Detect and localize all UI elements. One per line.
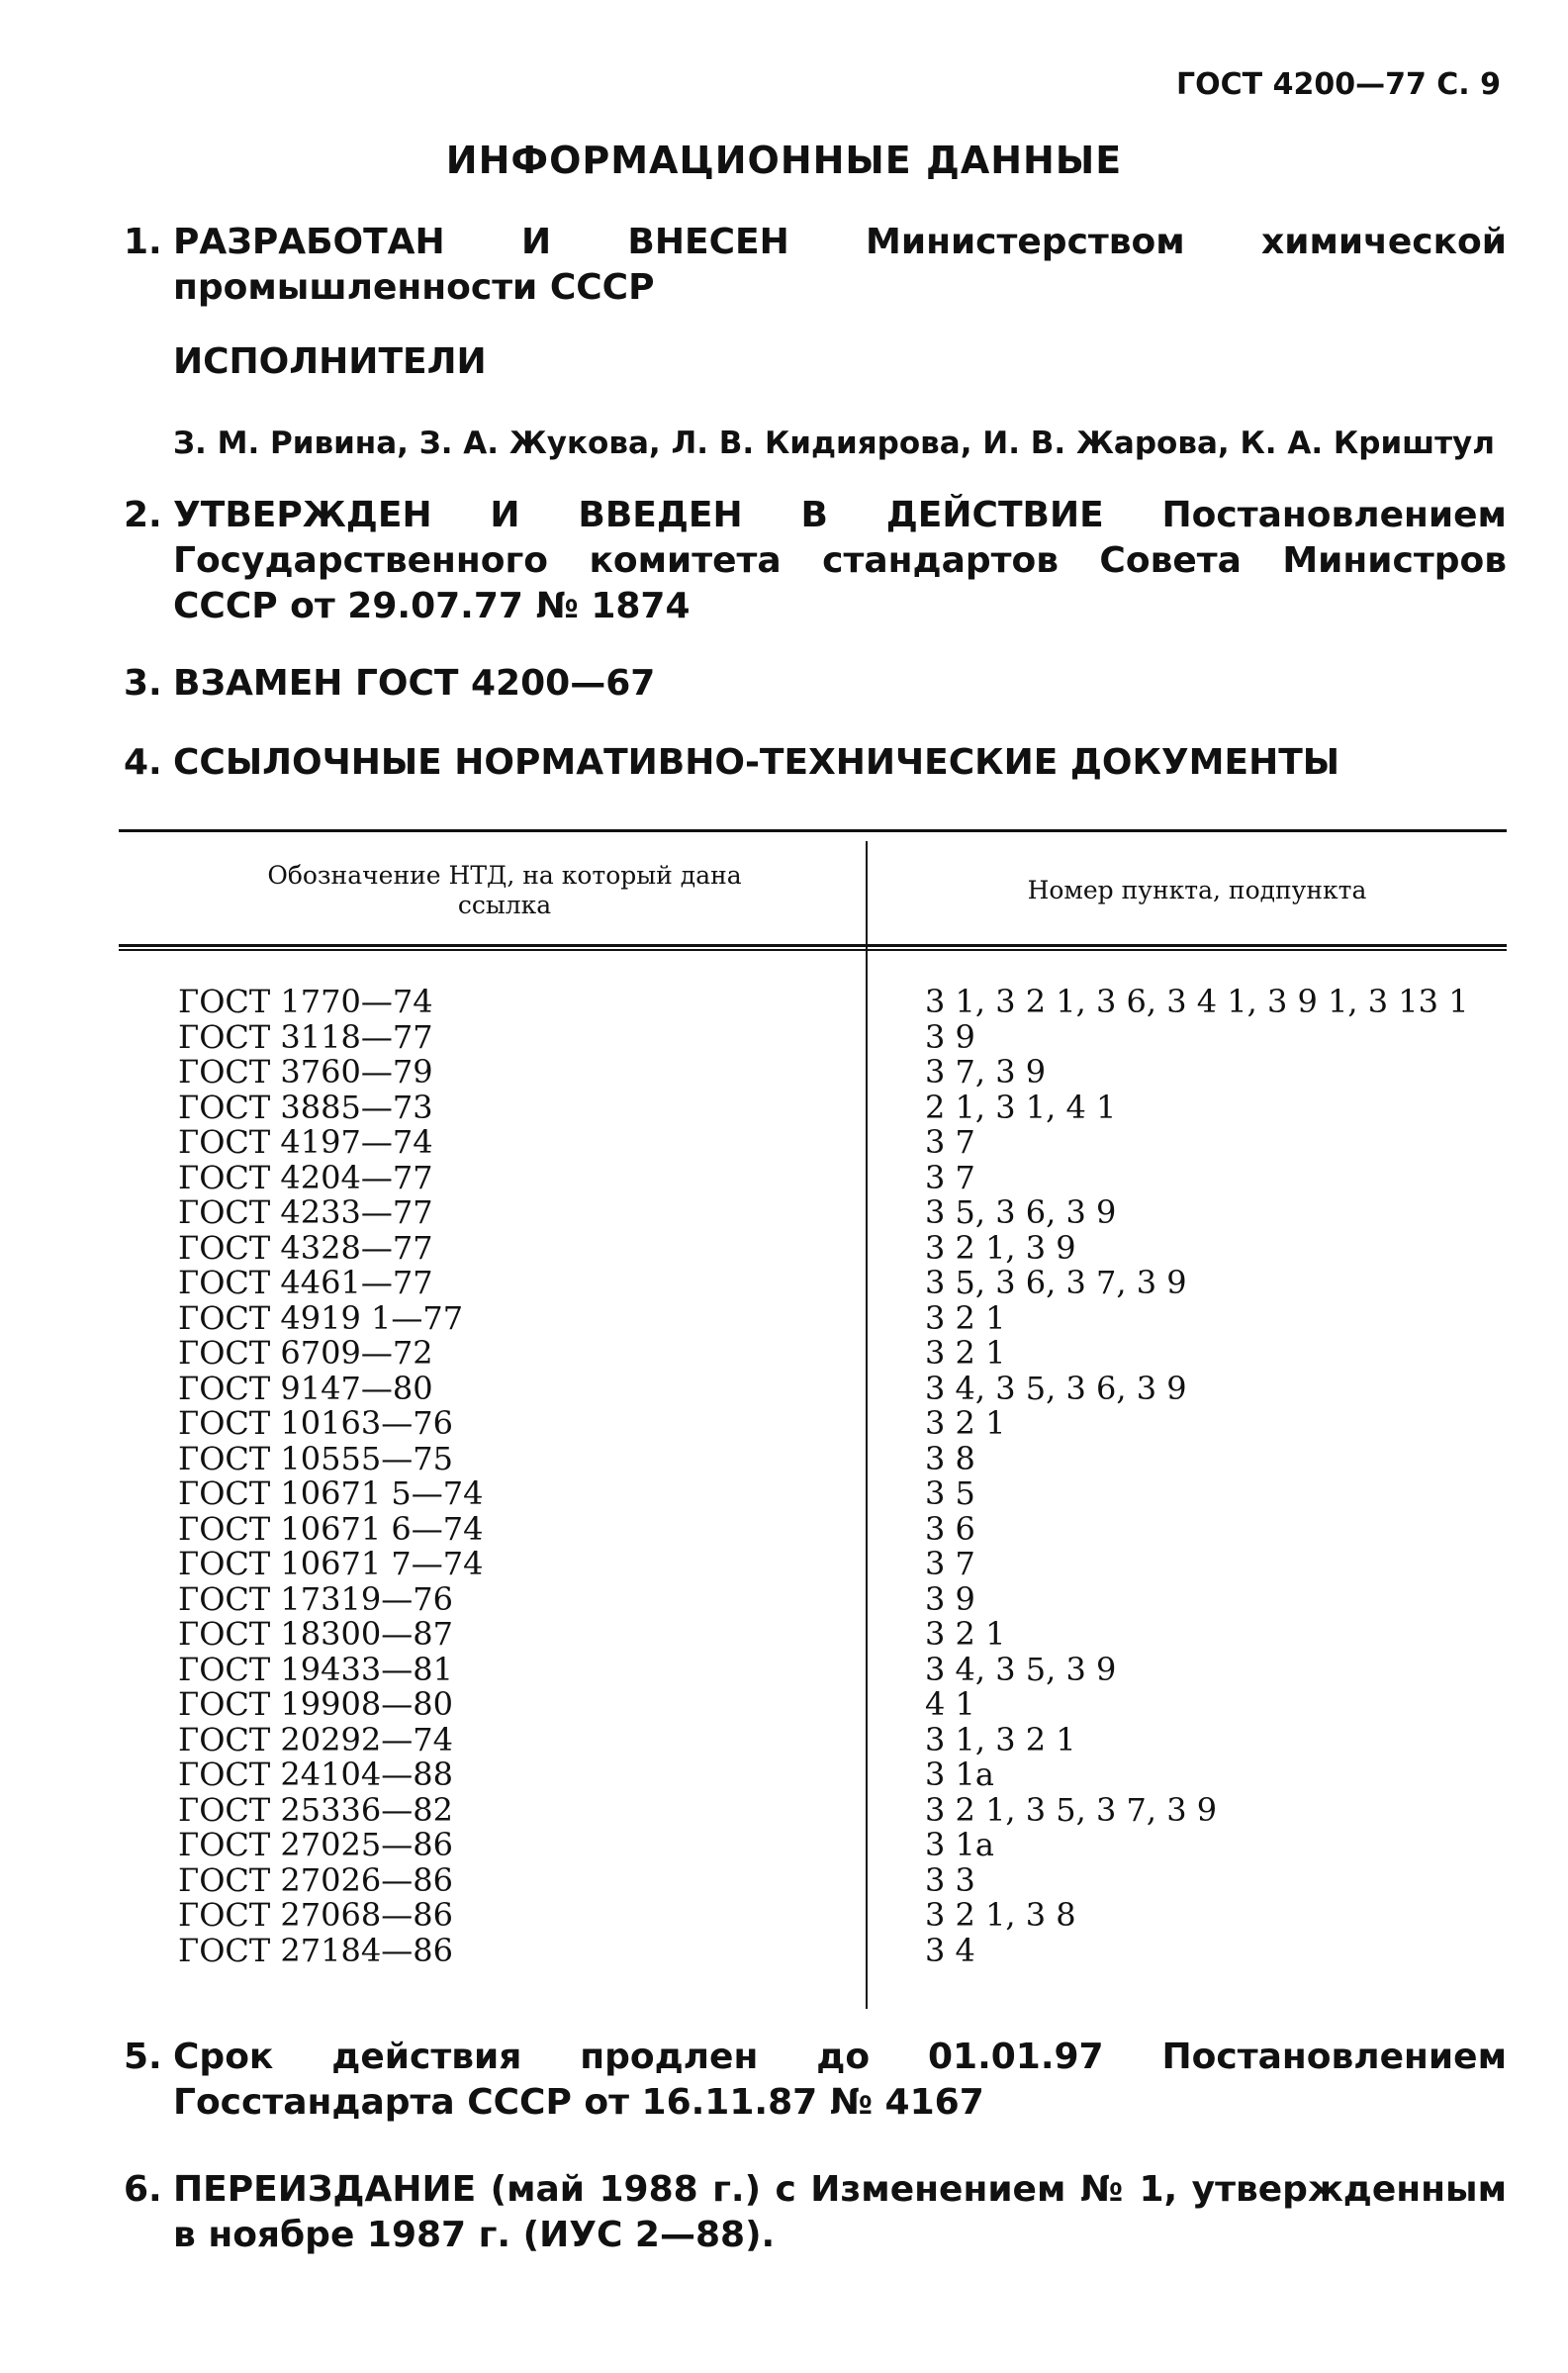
table-cell-clause: 3 3 (925, 1860, 975, 1899)
document-title: ИНФОРМАЦИОННЫЕ ДАННЫЕ (445, 139, 1123, 182)
table-cell-designation: ГОСТ 1770—74 (178, 983, 433, 1020)
item-6-number: 6. (124, 2169, 162, 2210)
table-header-clause: Номер пункта, подпункта (1027, 876, 1367, 904)
table-cell-clause: 3 7 (925, 1123, 975, 1161)
item-6-heading: ПЕРЕИЗДАНИЕ (173, 2169, 477, 2210)
table-cell-designation: ГОСТ 3760—79 (178, 1053, 433, 1091)
table-cell-designation: ГОСТ 9147—80 (178, 1369, 433, 1407)
table-cell-designation: ГОСТ 4204—77 (178, 1158, 433, 1196)
table-cell-clause: 3 8 (925, 1439, 975, 1477)
item-4-heading: ССЫЛОЧНЫЕ НОРМАТИВНО-ТЕХНИЧЕСКИЕ ДОКУМЕНТЫ (173, 742, 1340, 783)
table-cell-designation: ГОСТ 4461—77 (178, 1264, 433, 1301)
table-cell-designation: ГОСТ 4328—77 (178, 1228, 433, 1267)
item-1-heading: РАЗРАБОТАН И ВНЕСЕН (173, 222, 789, 262)
table-cell-clause: 3 4 (925, 1931, 975, 1969)
item-2-number: 2. (124, 495, 162, 535)
table-cell-clause: 3 5, 3 6, 3 9 (925, 1193, 1117, 1231)
item-2-text: Постановлением Государственного комитета стандартов Совета Министров СССР от 29.07.77 № 1874 (173, 495, 1507, 626)
table-cell-designation: ГОСТ 17319—76 (178, 1579, 453, 1618)
item-4-number: 4. (124, 742, 162, 783)
table-cell-clause: 3 7 (925, 1545, 975, 1582)
table-cell-designation: ГОСТ 27068—86 (178, 1896, 453, 1934)
table-cell-clause: 3 5, 3 6, 3 7, 3 9 (925, 1264, 1187, 1301)
table-cell-clause: 3 5 (925, 1474, 975, 1512)
table-header-designation: Обозначение НТД, на который дана ссылка (267, 861, 742, 919)
item-2 (124, 493, 1507, 629)
item-6-text: (май 1988 г.) с Изменением № 1, утвержденным в ноябре 1987 г. (ИУС 2—88). (173, 2169, 1507, 2255)
table-cell-designation: ГОСТ 10555—75 (178, 1439, 453, 1477)
table-cell-clause: 3 1, 3 2 1, 3 6, 3 4 1, 3 9 1, 3 13 1 (925, 983, 1469, 1020)
table-cell-clause: 3 2 1, 3 8 (925, 1896, 1076, 1934)
table-cell-clause: 2 1, 3 1, 4 1 (925, 1088, 1117, 1126)
table-cell-clause: 3 1а (925, 1756, 994, 1793)
table-cell-designation: ГОСТ 3885—73 (178, 1088, 433, 1126)
table-cell-clause: 3 2 1 (925, 1615, 1006, 1653)
table-cell-designation: ГОСТ 10671 5—74 (178, 1474, 484, 1512)
item-3 (124, 661, 1507, 707)
table-cell-clause: 3 2 1, 3 9 (925, 1228, 1076, 1267)
table-cell-designation: ГОСТ 24104—88 (178, 1756, 453, 1793)
table-cell-clause: 3 9 (925, 1579, 975, 1618)
item-1-text: Министерством химической промышленности СССР (173, 222, 1507, 308)
item-5-text: Срок действия продлен до 01.01.97 Постановлением Госстандарта СССР от 16.11.87 № 4167 (173, 2037, 1507, 2123)
table-cell-clause: 3 2 1 (925, 1298, 1006, 1337)
table-cell-designation: ГОСТ 19908—80 (178, 1685, 453, 1723)
table-cell-clause: 3 7, 3 9 (925, 1053, 1047, 1091)
item-5 (124, 2035, 1507, 2126)
table-cell-designation: ГОСТ 10671 7—74 (178, 1545, 484, 1582)
item-4 (124, 740, 1507, 786)
table-cell-clause: 3 4, 3 5, 3 6, 3 9 (925, 1369, 1187, 1407)
table-cell-designation: ГОСТ 4233—77 (178, 1193, 433, 1231)
item-1 (124, 220, 1507, 311)
item-6 (124, 2167, 1507, 2258)
table-column-clause (925, 985, 1469, 1968)
table-cell-designation: ГОСТ 3118—77 (178, 1017, 433, 1056)
item-5-number: 5. (124, 2037, 162, 2077)
table-column-divider (866, 841, 868, 2009)
table-cell-designation: ГОСТ 27026—86 (178, 1860, 453, 1899)
table-cell-designation: ГОСТ 27184—86 (178, 1931, 453, 1969)
table-cell-designation: ГОСТ 27025—86 (178, 1826, 453, 1863)
table-cell-designation: ГОСТ 6709—72 (178, 1334, 433, 1372)
table-cell-clause: 3 6 (925, 1509, 975, 1548)
table-cell-clause: 4 1 (925, 1685, 975, 1723)
table-cell-designation: ГОСТ 19433—81 (178, 1650, 453, 1688)
item-3-number: 3. (124, 663, 162, 704)
table-cell-designation: ГОСТ 4197—74 (178, 1123, 433, 1161)
table-top-rule (119, 829, 1507, 832)
item-1-number: 1. (124, 222, 162, 262)
item-3-heading: ВЗАМЕН ГОСТ 4200—67 (173, 663, 656, 704)
table-column-designation (178, 985, 483, 1968)
table-cell-clause: 3 1, 3 2 1 (925, 1720, 1076, 1758)
table-cell-clause: 3 7 (925, 1158, 975, 1196)
table-cell-clause: 3 2 1 (925, 1334, 1006, 1372)
item-2-heading: УТВЕРЖДЕН И ВВЕДЕН В ДЕЙСТВИЕ (173, 495, 1104, 535)
table-cell-designation: ГОСТ 20292—74 (178, 1720, 453, 1758)
table-cell-clause: 3 2 1, 3 5, 3 7, 3 9 (925, 1790, 1218, 1829)
executors-list: З. М. Ривина, З. А. Жукова, Л. В. Кидиярова, И. В. Жарова, К. А. Криштул (173, 426, 1495, 461)
table-cell-designation: ГОСТ 10671 6—74 (178, 1509, 484, 1548)
table-cell-designation: ГОСТ 10163—76 (178, 1404, 453, 1442)
table-cell-clause: 3 9 (925, 1017, 975, 1056)
table-cell-designation: ГОСТ 18300—87 (178, 1615, 453, 1653)
table-cell-clause: 3 4, 3 5, 3 9 (925, 1650, 1117, 1688)
executors-heading: ИСПОЛНИТЕЛИ (173, 341, 487, 382)
table-cell-designation: ГОСТ 4919 1—77 (178, 1298, 464, 1337)
table-cell-designation: ГОСТ 25336—82 (178, 1790, 453, 1829)
table-cell-clause: 3 1а (925, 1826, 994, 1863)
page-header: ГОСТ 4200—77 С. 9 (1176, 67, 1501, 102)
table-header-rule (119, 944, 1507, 951)
table-cell-clause: 3 2 1 (925, 1404, 1006, 1442)
